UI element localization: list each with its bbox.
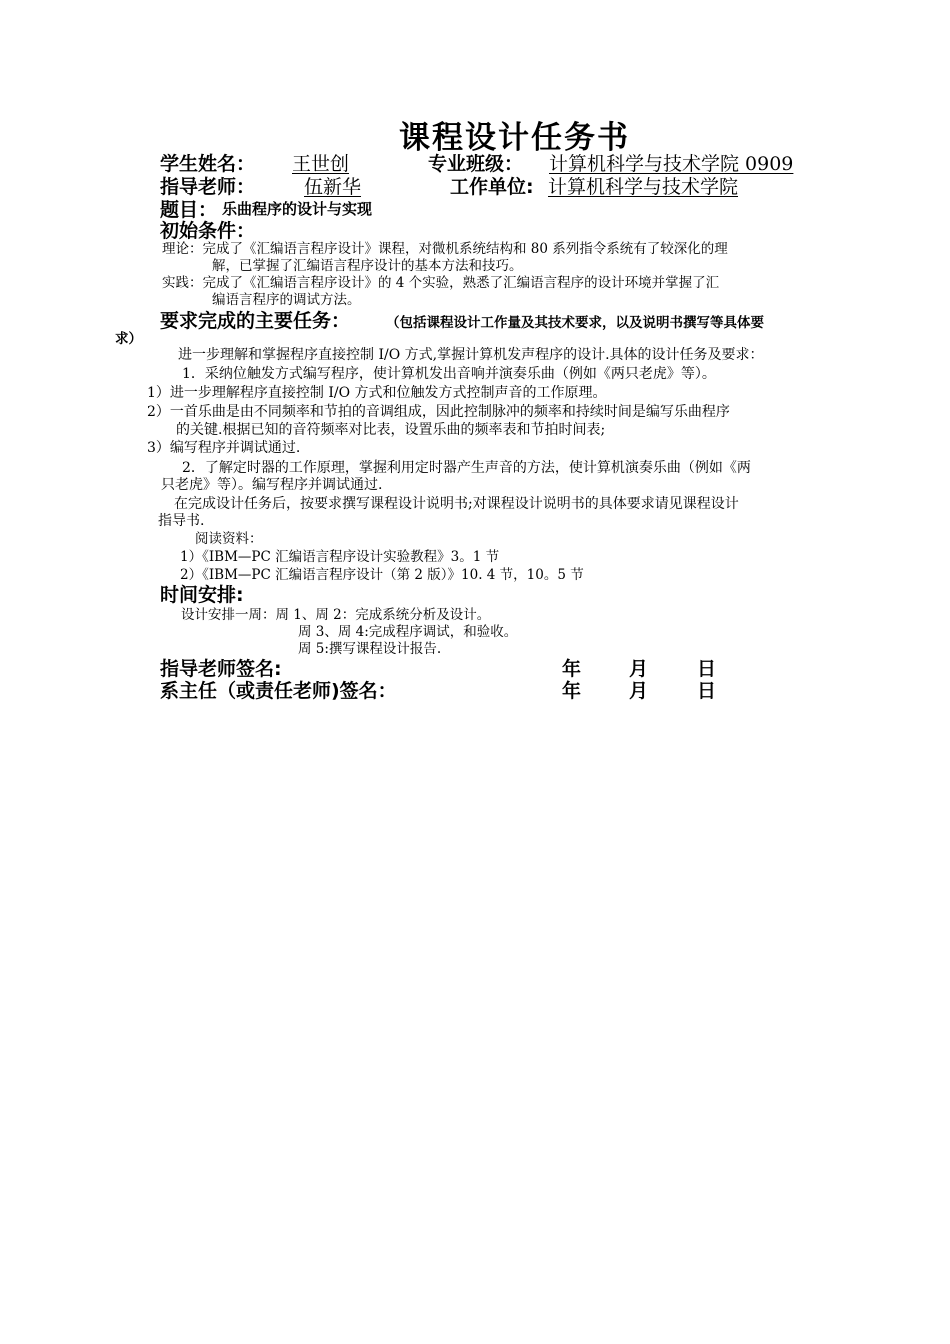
teacher-value: 伍新华 [304,176,362,198]
main-tasks-label: 要求完成的主要任务： [160,310,351,332]
major-class-value: 计算机科学与技术学院 0909 [549,153,794,175]
after-task-text: 在完成设计任务后，按要求撰写课程设计说明书;对课程设计说明书的具体要求请见课程设计 [174,496,739,512]
work-unit-value: 计算机科学与技术学院 [548,176,739,198]
task-2: 2．了解定时器的工作原理，掌握利用定时器产生声音的方法，使计算机演奏乐曲（例如《两 [182,460,751,476]
schedule-line-2: 周 3、周 4:完成程序调试，和验收。 [298,624,518,640]
main-tasks-note: （包括课程设计工作量及其技术要求，以及说明书撰写等具体要 [386,315,764,331]
task-1-sub-2-cont: 的关键.根据已知的音符频率对比表，设置乐曲的频率表和节拍时间表; [176,422,606,438]
student-name-label: 学生姓名： [160,153,256,175]
teacher-signature-day: 日 [697,658,717,680]
task-1-sub-1: 1）进一步理解程序直接控制 I/O 方式和位触发方式控制声音的工作原理。 [147,385,607,401]
reading-label: 阅读资料： [195,531,263,547]
schedule-line-3: 周 5:撰写课程设计报告. [298,641,442,657]
teacher-signature-label: 指导老师签名: [160,658,282,680]
after-task-text-cont: 指导书. [158,513,205,529]
director-signature-month: 月 [629,680,649,702]
director-signature-day: 日 [697,680,717,702]
teacher-signature-year: 年 [562,658,582,680]
topic-value: 乐曲程序的设计与实现 [222,200,373,218]
director-signature-year: 年 [562,680,582,702]
main-tasks-note-cont: 求） [115,331,142,347]
major-class-label: 专业班级： [428,153,524,175]
director-signature-label: 系主任（或责任老师)签名： [160,680,397,702]
initial-conditions-label: 初始条件： [160,220,256,242]
student-name-value: 王世创 [292,153,350,175]
schedule-label: 时间安排: [160,584,244,606]
practice-line-2: 编语言程序的调试方法。 [212,292,361,308]
schedule-line-1: 设计安排一周：周 1、周 2：完成系统分析及设计。 [181,607,491,623]
reading-item-2: 2）《IBM—PC 汇编语言程序设计（第 2 版）》10. 4 节，10。5 节 [180,567,584,583]
teacher-label: 指导老师： [160,176,256,198]
task-1-sub-2: 2）一首乐曲是由不同频率和节拍的音调组成，因此控制脉冲的频率和持续时间是编写乐曲程序 [147,404,730,420]
theory-line-1: 理论：完成了《汇编语言程序设计》课程，对微机系统结构和 80 系列指令系统有了较深化的理 [162,241,728,257]
page-title: 课程设计任务书 [399,120,630,156]
practice-line-1: 实践：完成了《汇编语言程序设计》的 4 个实验，熟悉了汇编语言程序的设计环境并掌握了汇 [162,275,720,291]
task-2-cont: 只老虎》等）。编写程序并调试通过. [161,477,383,493]
theory-line-2: 解，已掌握了汇编语言程序设计的基本方法和技巧。 [212,258,523,274]
task-1: 1．采纳位触发方式编写程序，使计算机发出音响并演奏乐曲（例如《两只老虎》等）。 [182,366,716,382]
topic-label: 题目： [160,199,218,221]
reading-item-1: 1）《IBM—PC 汇编语言程序设计实验教程》3。1 节 [180,549,500,565]
teacher-signature-month: 月 [629,658,649,680]
work-unit-label: 工作单位: [450,176,534,198]
task-1-sub-3: 3）编写程序并调试通过. [147,440,301,456]
task-intro: 进一步理解和掌握程序直接控制 I/O 方式,掌握计算机发声程序的设计.具体的设计任务及要求： [178,347,764,363]
